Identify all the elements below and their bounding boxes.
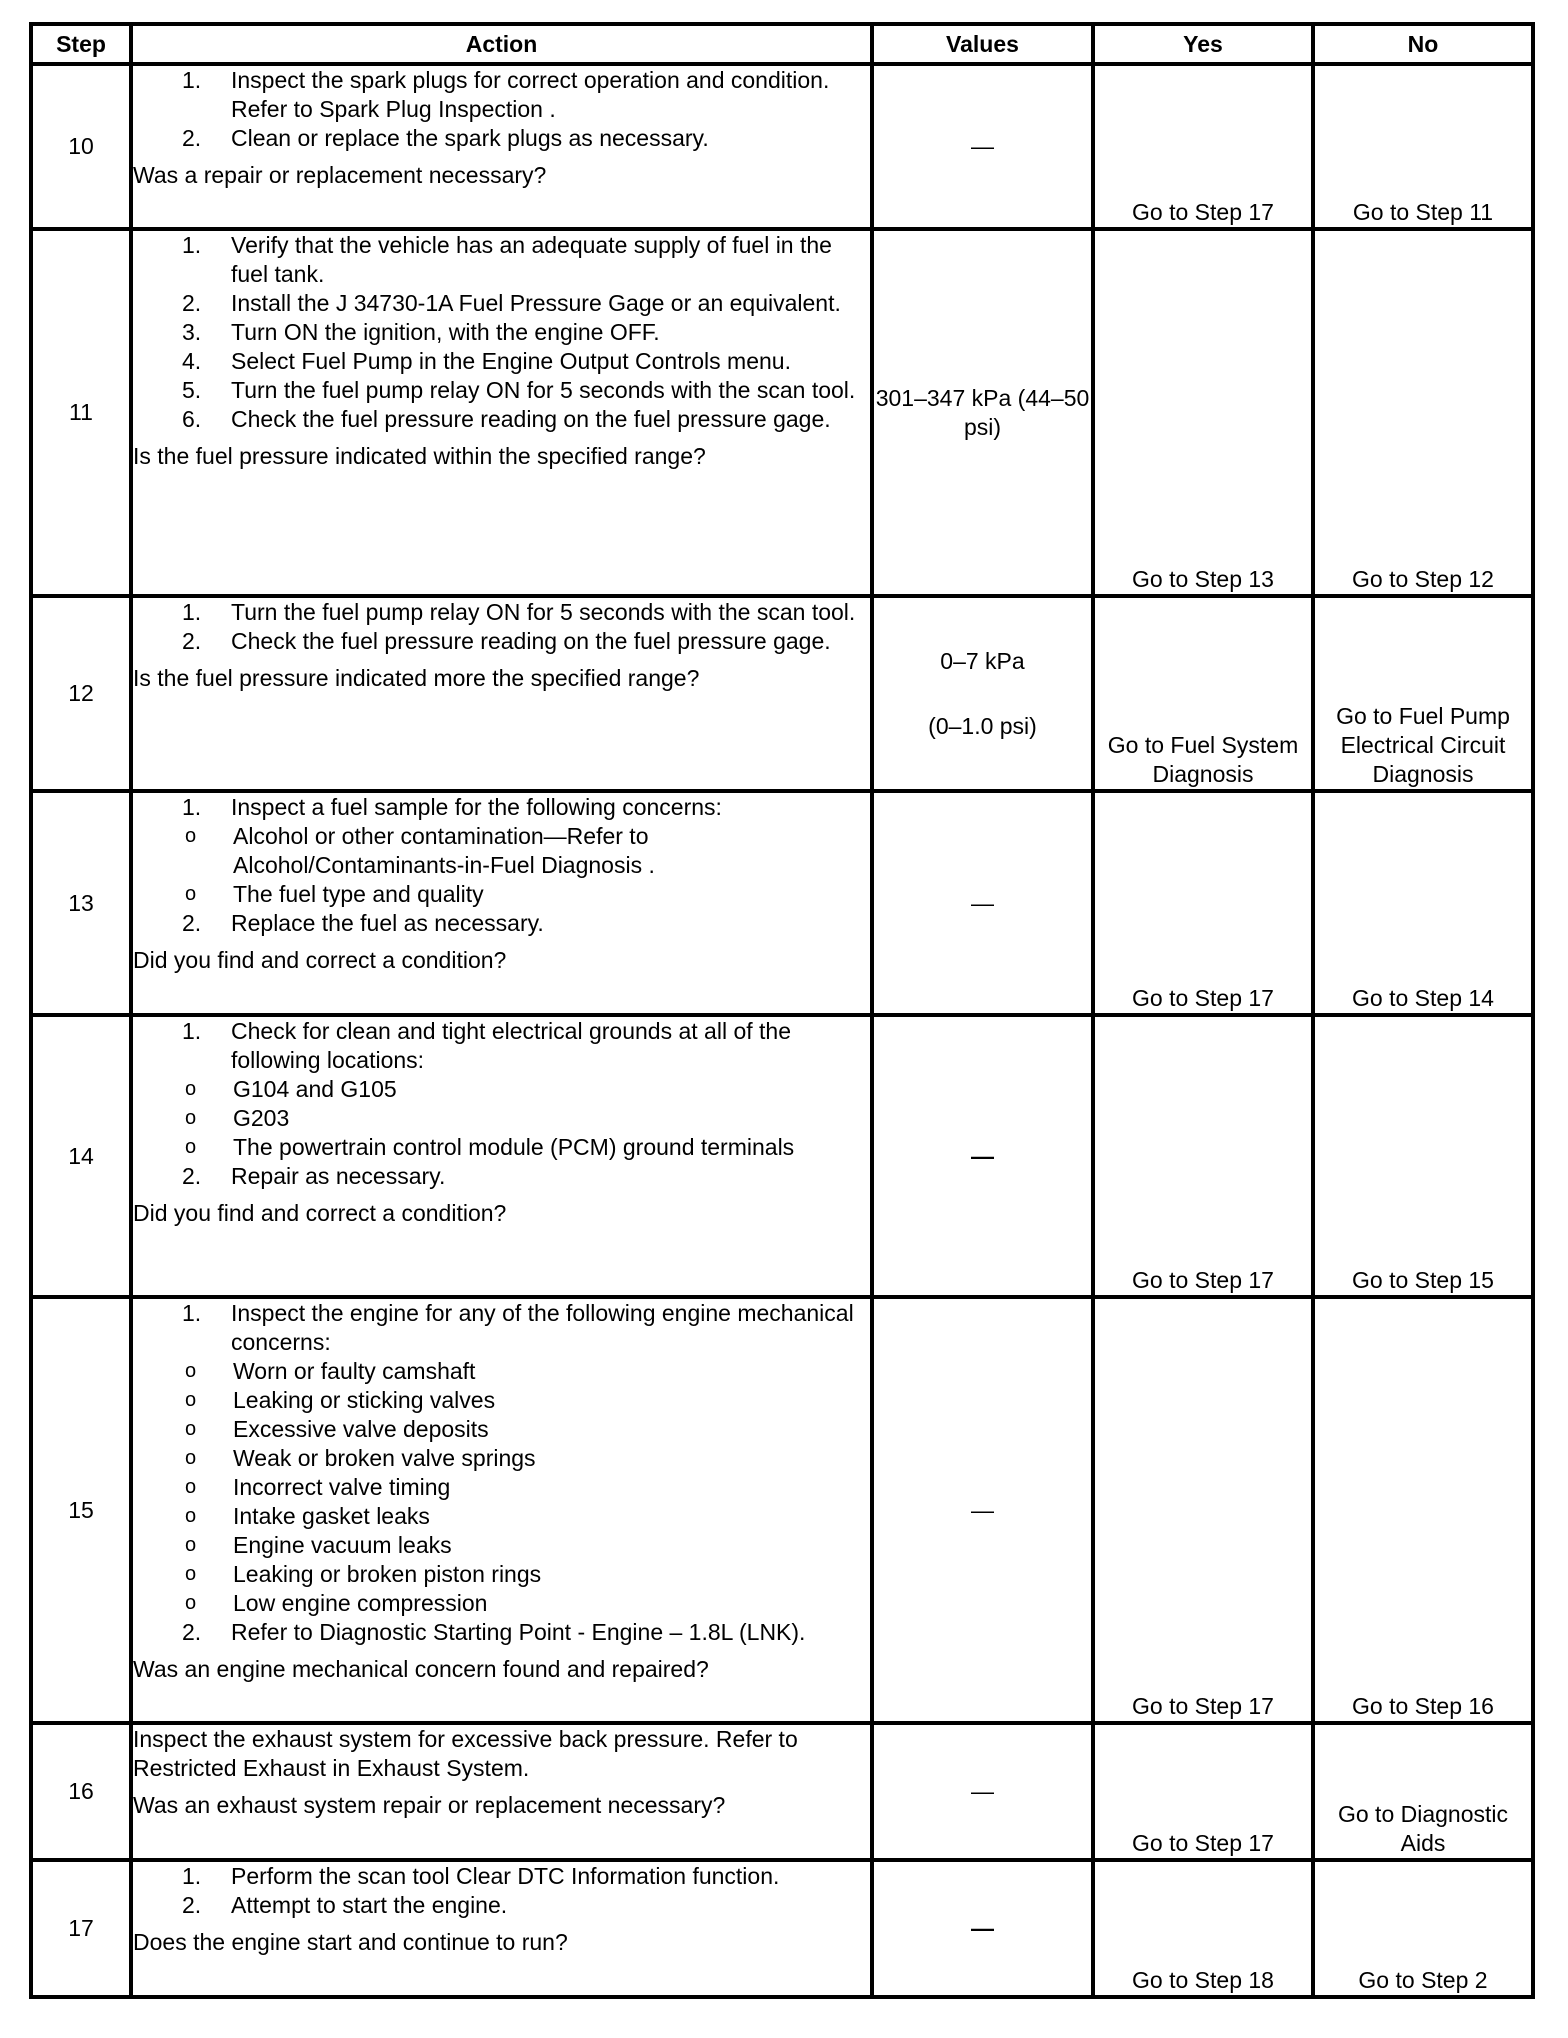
list-item: 2. Check the fuel pressure reading on the fuel pressure gage. (182, 628, 831, 654)
question-text: Was an exhaust system repair or replacement necessary? (133, 1792, 726, 1818)
step-number: 17 (31, 1860, 131, 1997)
value-cell: — (872, 1297, 1093, 1723)
question-text: Did you find and correct a condition? (133, 1200, 507, 1226)
list-item: 3. Turn ON the ignition, with the engine OFF. (182, 319, 660, 345)
value-cell: 301–347 kPa (44–50 psi) (872, 229, 1093, 596)
no-outcome: Go to Step 12 (1313, 229, 1533, 596)
table-row (31, 1297, 1533, 1723)
sub-list (133, 822, 870, 909)
yes-outcome: Go to Step 17 (1093, 1723, 1313, 1860)
no-outcome: Go to Step 11 (1313, 64, 1533, 229)
yes-outcome: Go to Step 17 (1093, 1297, 1313, 1723)
action-list (133, 793, 870, 822)
list-item: o Engine vacuum leaks (185, 1532, 452, 1558)
value-cell (872, 596, 1093, 791)
no-outcome: Go to Step 16 (1313, 1297, 1533, 1723)
yes-outcome: Go to Step 13 (1093, 229, 1313, 596)
diagnostic-table (29, 22, 1535, 1999)
list-item: 1. Perform the scan tool Clear DTC Information function. (182, 1863, 780, 1889)
no-outcome: Go to Diagnostic Aids (1313, 1723, 1533, 1860)
list-item: o Intake gasket leaks (185, 1503, 430, 1529)
list-item: 1. Turn the fuel pump relay ON for 5 seconds with the scan tool. (182, 599, 856, 625)
list-item: 1. Check for clean and tight electrical grounds at all of the following locations: (182, 1018, 791, 1073)
list-item: o Alcohol or other contamination—Refer to Alcohol/Contaminants-in-Fuel Diagnosis . (185, 823, 655, 878)
list-item: 1. Verify that the vehicle has an adequate supply of fuel in the fuel tank. (182, 232, 832, 287)
list-item: o The fuel type and quality (185, 881, 484, 907)
list-item: 2. Attempt to start the engine. (182, 1892, 508, 1918)
question-text: Did you find and correct a condition? (133, 947, 507, 973)
action-cell (131, 1297, 872, 1723)
action-list (133, 1017, 870, 1075)
step-number: 10 (31, 64, 131, 229)
list-item: o Leaking or sticking valves (185, 1387, 496, 1413)
list-item: o Leaking or broken piston rings (185, 1561, 542, 1587)
action-list (133, 66, 870, 153)
table-row (31, 791, 1533, 1015)
list-item: 1. Inspect a fuel sample for the following concerns: (182, 794, 722, 820)
table-row (31, 64, 1533, 229)
yes-outcome: Go to Fuel System Diagnosis (1093, 596, 1313, 791)
no-outcome: Go to Step 14 (1313, 791, 1533, 1015)
action-cell (131, 1860, 872, 1997)
list-item: 2. Clean or replace the spark plugs as necessary. (182, 125, 709, 151)
list-item: o The powertrain control module (PCM) ground terminals (185, 1134, 795, 1160)
action-cell (131, 596, 872, 791)
list-item: o Weak or broken valve springs (185, 1445, 536, 1471)
step-number: 13 (31, 791, 131, 1015)
table-row (31, 1015, 1533, 1297)
no-outcome: Go to Fuel Pump Electrical Circuit Diagnosis (1313, 596, 1533, 791)
yes-outcome: Go to Step 17 (1093, 791, 1313, 1015)
list-item: o Incorrect valve timing (185, 1474, 451, 1500)
table-row (31, 596, 1533, 791)
value-cell: — (872, 1860, 1093, 1997)
action-list (133, 909, 870, 938)
step-number: 11 (31, 229, 131, 596)
sub-list (133, 1357, 870, 1618)
list-item: o Worn or faulty camshaft (185, 1358, 476, 1384)
list-item: 2. Refer to Diagnostic Starting Point - Engine – 1.8L (LNK). (182, 1619, 806, 1645)
table-row (31, 229, 1533, 596)
question-text: Is the fuel pressure indicated within the specified range? (133, 443, 706, 469)
question-text: Was a repair or replacement necessary? (133, 162, 547, 188)
action-cell (131, 229, 872, 596)
list-item: o Excessive valve deposits (185, 1416, 489, 1442)
table-row (31, 1860, 1533, 1997)
action-cell (131, 1723, 872, 1860)
action-list (133, 1618, 870, 1647)
list-item: o G104 and G105 (185, 1076, 397, 1102)
action-list (133, 1862, 870, 1920)
list-item: o Low engine compression (185, 1590, 488, 1616)
header-values: Values (872, 24, 1093, 64)
action-cell (131, 1015, 872, 1297)
no-outcome: Go to Step 2 (1313, 1860, 1533, 1997)
no-outcome: Go to Step 15 (1313, 1015, 1533, 1297)
yes-outcome: Go to Step 17 (1093, 64, 1313, 229)
value-cell: — (872, 791, 1093, 1015)
action-list (133, 1299, 870, 1357)
step-number: 15 (31, 1297, 131, 1723)
action-cell (131, 791, 872, 1015)
yes-outcome: Go to Step 18 (1093, 1860, 1313, 1997)
sub-list (133, 1075, 870, 1162)
table-row (31, 1723, 1533, 1860)
action-list (133, 598, 870, 656)
value-kpa: 0–7 kPa (940, 647, 1025, 674)
value-cell: — (872, 1015, 1093, 1297)
yes-outcome: Go to Step 17 (1093, 1015, 1313, 1297)
list-item: 5. Turn the fuel pump relay ON for 5 seconds with the scan tool. (182, 377, 856, 403)
list-item: 2. Repair as necessary. (182, 1163, 446, 1189)
question-text: Does the engine start and continue to run? (133, 1929, 568, 1955)
list-item: 6. Check the fuel pressure reading on the fuel pressure gage. (182, 406, 831, 432)
header-step: Step (31, 24, 131, 64)
value-cell: — (872, 64, 1093, 229)
action-list (133, 1162, 870, 1191)
question-text: Is the fuel pressure indicated more the specified range? (133, 665, 700, 691)
header-row (31, 24, 1533, 64)
header-no: No (1313, 24, 1533, 64)
list-item: 4. Select Fuel Pump in the Engine Output Controls menu. (182, 348, 791, 374)
list-item: 2. Replace the fuel as necessary. (182, 910, 544, 936)
list-item: 1. Inspect the engine for any of the following engine mechanical concerns: (182, 1300, 854, 1355)
value-psi: (0–1.0 psi) (928, 712, 1037, 739)
question-text: Was an engine mechanical concern found and repaired? (133, 1656, 709, 1682)
value-cell: — (872, 1723, 1093, 1860)
header-action: Action (131, 24, 872, 64)
step-number: 12 (31, 596, 131, 791)
list-item: 1. Inspect the spark plugs for correct operation and condition. Refer to Spark Plug Inspection . (182, 67, 830, 122)
step-number: 16 (31, 1723, 131, 1860)
list-item: 2. Install the J 34730-1A Fuel Pressure Gage or an equivalent. (182, 290, 841, 316)
header-yes: Yes (1093, 24, 1313, 64)
action-cell (131, 64, 872, 229)
action-text: Inspect the exhaust system for excessive back pressure. Refer to Restricted Exhaust in Exhaust System. (133, 1726, 798, 1781)
action-list (133, 231, 870, 434)
step-number: 14 (31, 1015, 131, 1297)
list-item: o G203 (185, 1105, 290, 1131)
